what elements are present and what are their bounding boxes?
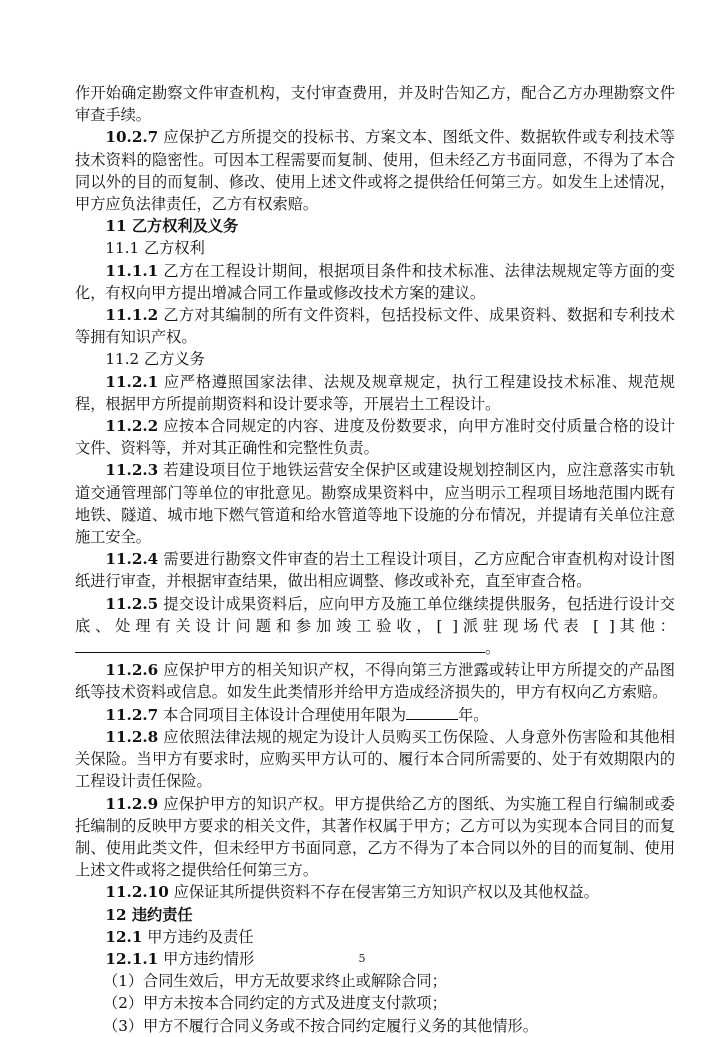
clause-text: 应保证其所提供资料不存在侵害第三方知识产权以及其他权益。 bbox=[168, 883, 599, 902]
clause-text: 甲方违约及责任 bbox=[142, 927, 254, 946]
clause-number: 11.2.8 bbox=[105, 727, 159, 746]
clause-number: 11.1.1 bbox=[105, 261, 159, 280]
subsection-heading-11-1: 11.1 乙方权利 bbox=[105, 239, 205, 258]
clause-11-2-6 bbox=[75, 659, 675, 703]
page-number: 5 bbox=[358, 952, 366, 965]
clause-text: 应严格遵照国家法律、法规及规章规定，执行工程建设技术标准、规范规程，根据甲方所提前期资料和设计要求等，开展岩土工程设计。 bbox=[75, 372, 675, 413]
clause-number: 12.1.1 bbox=[105, 949, 159, 968]
clause-number: 11.2.9 bbox=[105, 794, 159, 813]
paragraph: 作开始确定勘察文件审查机构，支付审查费用，并及时告知乙方，配合乙方办理勘察文件审查手续。 bbox=[75, 84, 675, 125]
clause-number: 12.1 bbox=[105, 927, 143, 946]
clause-end: 年。 bbox=[458, 705, 489, 724]
clause-text: 应按本合同规定的内容、进度及份数要求，向甲方准时交付质量合格的设计文件、资料等，并对其正确性和完整性负责。 bbox=[75, 417, 675, 458]
clause-number: 11.2.10 bbox=[105, 883, 169, 902]
clause-text: 应保护乙方所提交的投标书、方案文本、图纸文件、数据软件或专利技术等技术资料的隐密性。可因本工程需要而复制、使用，但未经乙方书面同意，不得为了本合同以外的目的而复制、修改、使用上述文件或将之提供给任何第三方。如发生上述情况，甲方应负法律责任，乙方有权索赔。 bbox=[75, 128, 675, 214]
clause-11-2-2 bbox=[75, 415, 675, 459]
document-page bbox=[75, 82, 675, 1037]
clause-11-2-1 bbox=[75, 371, 675, 415]
list-item: （2）甲方未按本合同约定的方式及进度支付款项； bbox=[103, 994, 447, 1013]
list-item: （1）合同生效后，甲方无故要求终止或解除合同； bbox=[103, 972, 447, 991]
clause-number: 11.2.5 bbox=[105, 594, 159, 613]
section-heading-12: 12 违约责任 bbox=[105, 905, 193, 924]
clause-number: 11.2.1 bbox=[105, 372, 159, 391]
clause-number: 11.2.3 bbox=[105, 461, 159, 480]
subsection-heading-12-1 bbox=[75, 926, 675, 948]
clause-number: 11.2.7 bbox=[105, 705, 159, 724]
clause-text: 乙方在工程设计期间，根据项目条件和技术标准、法律法规规定等方面的变化，有权向甲方提出增减合同工作量或修改技术方案的建议。 bbox=[75, 261, 675, 302]
clause-text: 若建设项目位于地铁运营安全保护区或建设规划控制区内，应注意落实市轨道交通管理部门等单位的审批意见。勘察成果资料中，应当明示工程项目场地范围内既有地铁、隧道、城市地下燃气管道和给水管道等地下设施的分布情况，并提请有关单位注意施工安全。 bbox=[75, 461, 675, 547]
clause-11-2-3 bbox=[75, 459, 675, 548]
clause-11-1-2 bbox=[75, 304, 675, 348]
clause-number: 11.2.2 bbox=[105, 417, 159, 436]
list-item: （3）甲方不履行合同义务或不按合同约定履行义务的其他情形。 bbox=[103, 1016, 538, 1035]
fill-in-blank[interactable] bbox=[75, 638, 485, 653]
clause-11-2-7 bbox=[75, 704, 675, 726]
clause-number: 10.2.7 bbox=[105, 128, 159, 147]
clause-number: 11.2.6 bbox=[105, 661, 159, 680]
clause-text: 乙方对其编制的所有文件资料，包括投标文件、成果资料、数据和专利技术等拥有知识产权。 bbox=[75, 306, 675, 347]
section-heading-11: 11 乙方权利及义务 bbox=[105, 217, 239, 236]
clause-11-2-4 bbox=[75, 548, 675, 592]
clause-11-2-8 bbox=[75, 726, 675, 793]
clause-10-2-7 bbox=[75, 126, 675, 215]
clause-11-2-9 bbox=[75, 793, 675, 882]
clause-text: 应保护甲方的相关知识产权，不得向第三方泄露或转让甲方所提交的产品图纸等技术资料或信息。如发生此类情形并给甲方造成经济损失的，甲方有权向乙方索赔。 bbox=[75, 661, 675, 702]
clause-11-2-5 bbox=[75, 593, 675, 660]
subsection-heading-11-2: 11.2 乙方义务 bbox=[105, 350, 205, 369]
clause-end: 。 bbox=[485, 639, 501, 658]
clause-11-1-1 bbox=[75, 260, 675, 304]
clause-number: 11.2.4 bbox=[105, 550, 159, 569]
clause-text: 提交设计成果资料后，应向甲方及施工单位继续提供服务，包括进行设计交底、处理有关设计问题和参加竣工验收，[ ]派驻现场代表 [ ]其他： bbox=[75, 594, 675, 635]
clause-text: 需要进行勘察文件审查的岩土工程设计项目，乙方应配合审查机构对设计图纸进行审查，并根据审查结果，做出相应调整、修改或补充，直至审查合格。 bbox=[75, 550, 675, 591]
clause-number: 11.1.2 bbox=[105, 306, 159, 325]
clause-text: 本合同项目主体设计合理使用年限为 bbox=[158, 705, 407, 724]
fill-in-blank[interactable] bbox=[406, 705, 458, 720]
clause-text: 应依照法律法规的规定为设计人员购买工伤保险、人身意外伤害险和其他相关保险。当甲方有要求时，应购买甲方认可的、履行本合同所需要的、处于有效期限内的工程设计责任保险。 bbox=[75, 727, 675, 791]
clause-text: 应保护甲方的知识产权。甲方提供给乙方的图纸、为实施工程自行编制或委托编制的反映甲方要求的相关文件，其著作权属于甲方；乙方可以为实现本合同目的而复制、使用此类文件，但未经甲方书面同意，乙方不得为了本合同以外的目的而复制、使用上述文件或将之提供给任何第三方。 bbox=[75, 794, 675, 880]
clause-text: 甲方违约情形 bbox=[158, 949, 255, 968]
clause-11-2-10 bbox=[75, 881, 675, 903]
